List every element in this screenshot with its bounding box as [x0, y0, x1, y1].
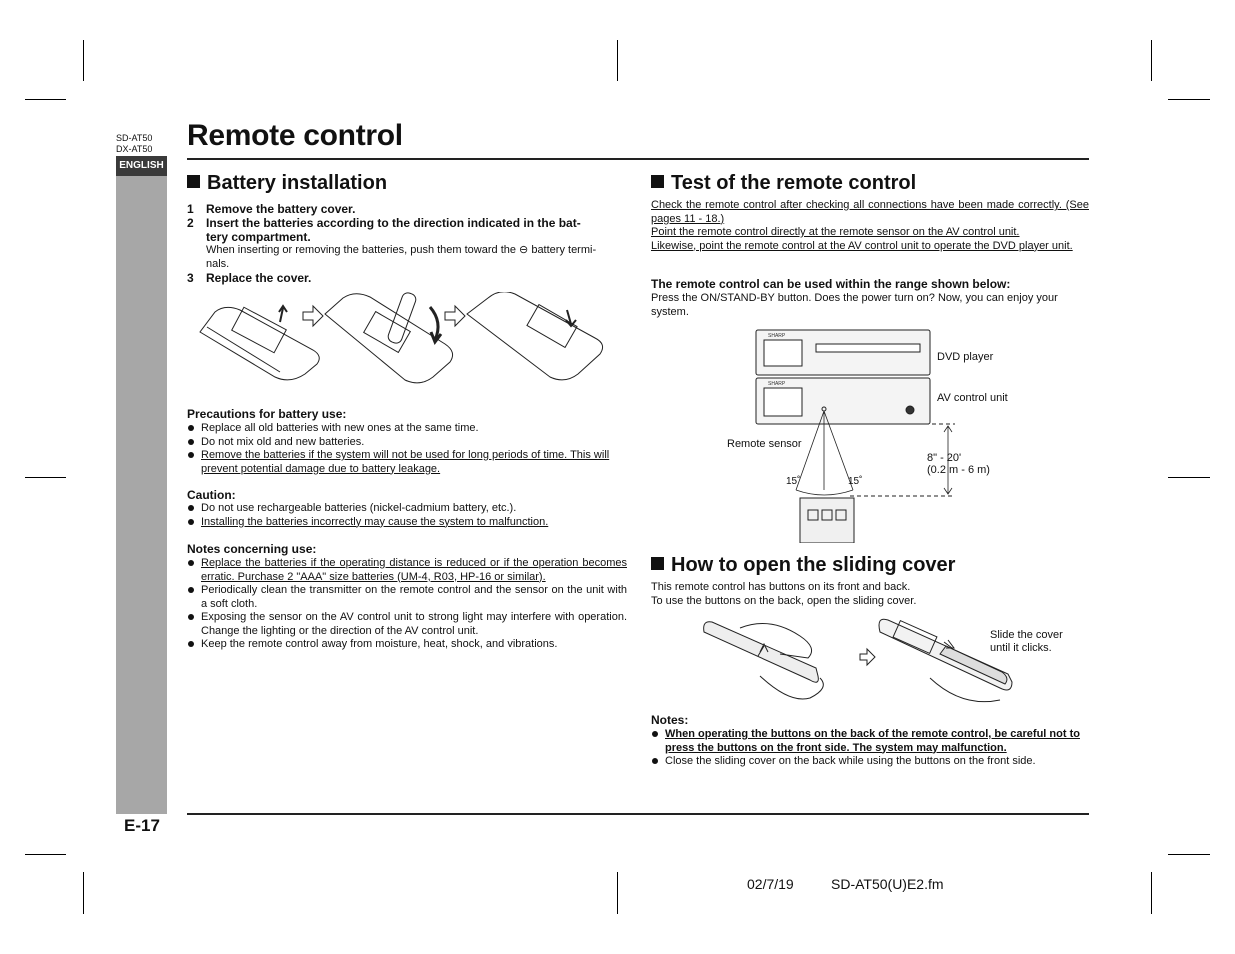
list-item: Keep the remote control away from moisture, heat, shock, and vibrations. — [187, 638, 627, 652]
crop-mark — [1168, 99, 1210, 100]
step-2 — [187, 216, 627, 230]
list-item: Installing the batteries incorrectly may cause the system to malfunction. — [187, 516, 627, 530]
battery-illustration — [195, 292, 615, 392]
step-text: Remove the battery cover. — [206, 202, 356, 216]
arrow-icon — [860, 649, 875, 665]
note-line: nals. — [206, 257, 230, 270]
step-3 — [187, 271, 627, 285]
crop-mark — [83, 40, 84, 81]
step-2-note — [187, 244, 627, 271]
range-text: Press the ON/STAND-BY button. Does the power turn on? Now, you can enjoy your system. — [651, 292, 1058, 318]
model-name: SD-AT50 — [116, 133, 153, 143]
section-heading-battery — [187, 172, 387, 195]
notes-use-list — [187, 557, 627, 652]
list-item: Remove the batteries if the system will not be used for long periods of time. This will prevent potential damage due to battery leakage. — [187, 449, 627, 476]
brand-text: SHARP — [768, 381, 786, 387]
precautions-list — [187, 422, 627, 476]
heading-text: How to open the sliding cover — [671, 554, 956, 576]
step-1 — [187, 202, 627, 216]
heading-square-icon — [651, 175, 664, 188]
test-intro — [651, 199, 1089, 253]
step-text: Replace the cover. — [206, 271, 312, 285]
footer-date: 02/7/19 — [747, 876, 794, 892]
step-number: 2 — [187, 216, 194, 230]
slide-label-line: Slide the cover — [990, 629, 1063, 641]
notes-use-heading: Notes concerning use: — [187, 542, 317, 556]
dvd-player-label: DVD player — [937, 351, 994, 363]
test-para: Likewise, point the remote control at the AV control unit to operate the DVD player unit. — [651, 239, 1073, 252]
step-text: Insert the batteries according to the direction indicated in the bat- — [206, 216, 581, 230]
list-item: Replace all old batteries with new ones at the same time. — [187, 422, 627, 436]
arrow-icon — [445, 306, 465, 326]
crop-mark — [1168, 477, 1210, 478]
slide-cover-label — [990, 629, 1063, 655]
sliding-cover-illustration — [700, 618, 1020, 708]
sliding-line: To use the buttons on the back, open the sliding cover. — [651, 594, 917, 607]
brand-text: SHARP — [768, 333, 786, 339]
list-item: Replace the batteries if the operating distance is reduced or if the operation becomes erratic. Purchase 2 "AAA" size batteries (UM-4, R03, HP-16 or similar). — [187, 557, 627, 584]
section-heading-test — [651, 172, 916, 195]
model-name: DX-AT50 — [116, 144, 153, 154]
distance-meters: (0.2 m - 6 m) — [927, 464, 990, 476]
list-item: Close the sliding cover on the back while using the buttons on the front side. — [651, 755, 1089, 769]
list-item: When operating the buttons on the back of the remote control, be careful not to press the buttons on the front side. The system may malfunction. — [651, 728, 1089, 755]
battery-steps — [187, 202, 627, 285]
angle-left-label: 15˚ — [786, 476, 801, 487]
sliding-notes-list — [651, 728, 1089, 769]
caution-list — [187, 502, 627, 529]
heading-text: Battery installation — [207, 172, 388, 194]
step-number: 1 — [187, 202, 194, 216]
crop-mark — [83, 872, 84, 914]
heading-square-icon — [651, 557, 664, 570]
page-title: Remote control — [187, 119, 403, 152]
arrow-icon — [303, 306, 323, 326]
caution-heading: Caution: — [187, 488, 236, 502]
crop-mark — [1151, 872, 1152, 914]
model-names — [116, 133, 152, 155]
crop-mark — [617, 872, 618, 914]
slide-label-line: until it clicks. — [990, 642, 1052, 654]
title-rule — [187, 158, 1089, 160]
crop-mark — [25, 477, 66, 478]
av-unit-label: AV control unit — [937, 392, 1008, 404]
page-number: E-17 — [124, 816, 160, 835]
step-number: 3 — [187, 271, 194, 285]
crop-mark — [1168, 854, 1210, 855]
test-para: Point the remote control directly at the remote sensor on the AV control unit. — [651, 226, 1020, 238]
angle-right-label: 15˚ — [848, 476, 863, 487]
crop-mark — [25, 99, 66, 100]
footer-filename: SD-AT50(U)E2.fm — [831, 876, 944, 892]
sliding-intro — [651, 581, 916, 608]
heading-square-icon — [187, 175, 200, 188]
list-item: Periodically clean the transmitter on the remote control and the sensor on the unit with a soft cloth. — [187, 584, 627, 611]
footer-rule — [187, 813, 1089, 815]
remote-sensor-label: Remote sensor — [727, 438, 802, 450]
note-line: When inserting or removing the batteries, push them toward the ⊖ battery termi- — [206, 244, 597, 256]
crop-mark — [617, 40, 618, 81]
sliding-line: This remote control has buttons on its front and back. — [651, 581, 911, 593]
list-item: Do not use rechargeable batteries (nickel-cadmium battery, etc.). — [187, 502, 627, 516]
test-para: Check the remote control after checking all connections have been made correctly. (See pages 11 - 18.) — [651, 199, 1089, 225]
step-2-cont: tery compartment. — [206, 230, 311, 244]
distance-inches: 8" - 20' — [927, 452, 962, 464]
range-heading: The remote control can be used within the range shown below: — [651, 277, 1011, 291]
crop-mark — [1151, 40, 1152, 81]
heading-text: Test of the remote control — [671, 172, 917, 194]
list-item: Exposing the sensor on the AV control unit to strong light may interfere with operation. Change the lighting or the direction of the AV control unit. — [187, 611, 627, 638]
language-tab: ENGLISH — [116, 156, 167, 176]
section-heading-sliding — [651, 554, 955, 577]
distance-label — [927, 452, 990, 476]
sidebar-band — [116, 156, 167, 814]
sliding-notes-heading: Notes: — [651, 713, 689, 727]
precautions-heading: Precautions for battery use: — [187, 407, 347, 421]
crop-mark — [25, 854, 66, 855]
list-item: Do not mix old and new batteries. — [187, 436, 627, 450]
